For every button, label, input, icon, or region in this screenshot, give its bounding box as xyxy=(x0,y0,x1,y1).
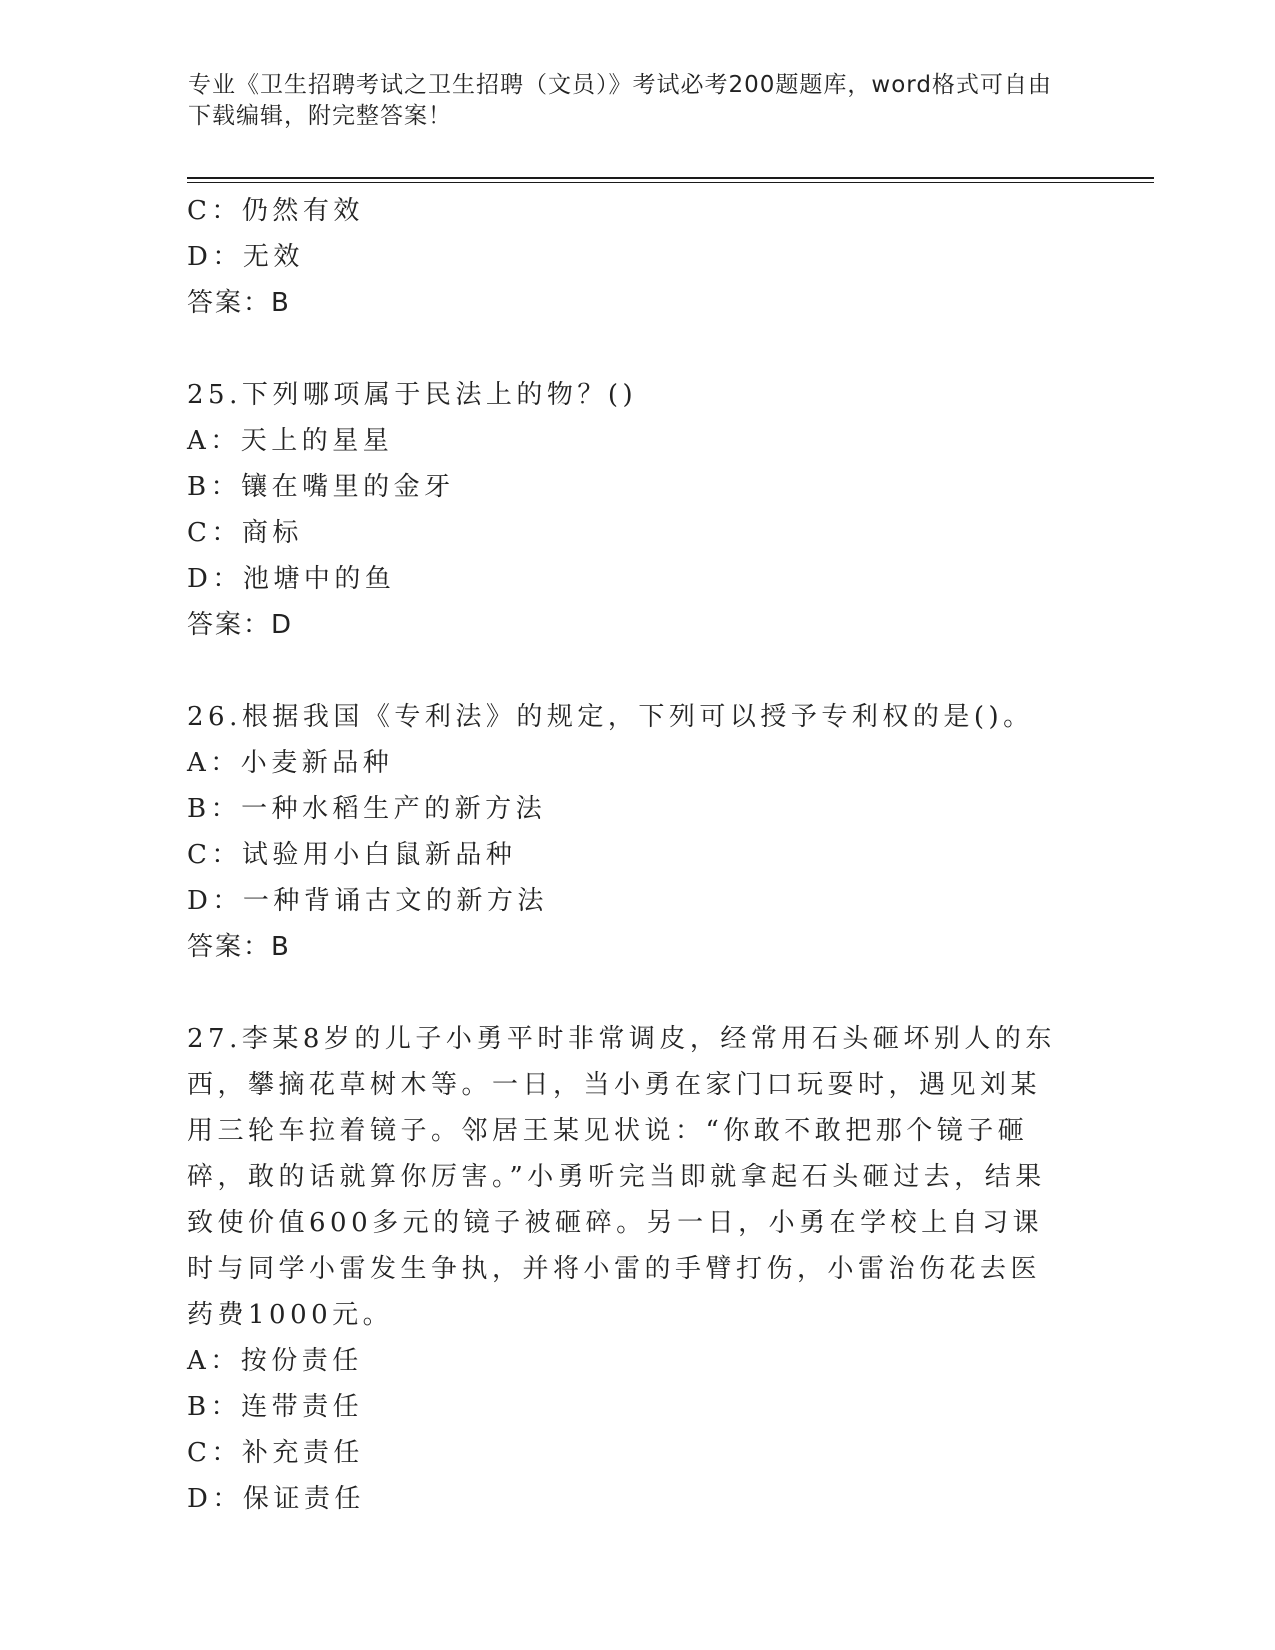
answer-line: 答案：D xyxy=(187,610,294,640)
spacer xyxy=(187,648,1067,694)
option-b: B：连带责任 xyxy=(187,1392,364,1422)
header-divider-thin xyxy=(187,182,1154,183)
option-d: D：无效 xyxy=(187,242,304,272)
option-c: C：补充责任 xyxy=(187,1438,364,1468)
option-b: B：镶在嘴里的金牙 xyxy=(187,472,455,502)
option-b: B：一种水稻生产的新方法 xyxy=(187,794,547,824)
option-c: C：商标 xyxy=(187,518,303,548)
answer-line: 答案：B xyxy=(187,932,291,962)
option-d: D：保证责任 xyxy=(187,1484,365,1514)
question-26-stem: 26.根据我国《专利法》的规定，下列可以授予专利权的是()。 xyxy=(187,702,1034,732)
option-a: A：按份责任 xyxy=(187,1346,363,1376)
document-header: 专业《卫生招聘考试之卫生招聘（文员）》考试必考200题题库，word格式可自由下载编辑，附完整答案！ xyxy=(188,72,1052,129)
spacer xyxy=(187,970,1067,1016)
header-divider xyxy=(187,177,1154,179)
question-25-stem: 25.下列哪项属于民法上的物？() xyxy=(187,380,638,410)
option-a: A：小麦新品种 xyxy=(187,748,394,778)
question-27-stem: 27.李某8岁的儿子小勇平时非常调皮，经常用石头砸坏别人的东西，攀摘花草树木等。一日，当小勇在家门口玩耍时，遇见刘某用三轮车拉着镜子。邻居王某见状说：“你敢不敢把那个镜子砸碎，敢的话就算你厉害。”小勇听完当即就拿起石头砸过去，结果致使价值600多元的镜子被砸碎。另一日，小勇在学校上自习课时与同学小雷发生争执，并将小雷的手臂打伤，小雷治伤花去医药费1000元。 xyxy=(187,1024,1056,1330)
option-c: C：仍然有效 xyxy=(187,196,364,226)
document-body xyxy=(187,188,1067,1522)
option-d: D：一种背诵古文的新方法 xyxy=(187,886,548,916)
option-c: C：试验用小白鼠新品种 xyxy=(187,840,517,870)
option-a: A：天上的星星 xyxy=(187,426,394,456)
answer-line: 答案：B xyxy=(187,288,291,318)
spacer xyxy=(187,326,1067,372)
option-d: D：池塘中的鱼 xyxy=(187,564,396,594)
